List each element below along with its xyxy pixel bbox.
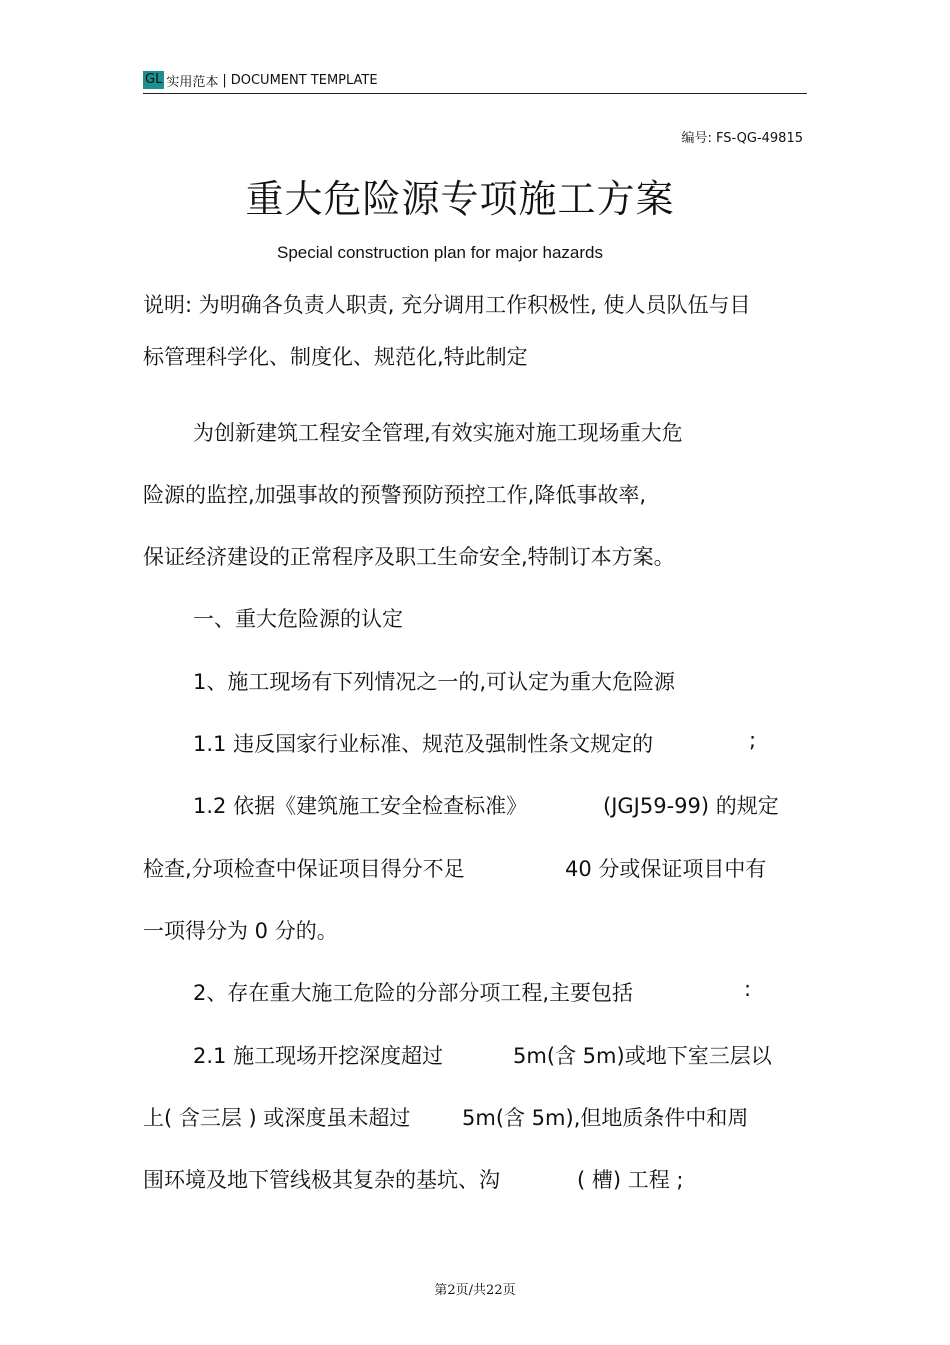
item-1-2-line-3: 一项得分为 0 分的。 xyxy=(143,919,338,943)
item-2-text: 2、存在重大施工危险的分部分项工程,主要包括 xyxy=(193,981,634,1005)
document-title: 重大危险源专项施工方案 xyxy=(245,177,675,221)
header-divider: | xyxy=(222,72,227,88)
item-1-2-line-2a: 检查,分项检查中保证项目得分不足 xyxy=(143,857,465,881)
item-2-colon: : xyxy=(744,977,752,1001)
page-header xyxy=(143,70,378,90)
note-line-1: 说明: 为明确各负责人职责, 充分调用工作积极性, 使人员队伍与目 xyxy=(143,293,751,317)
paragraph-1-line-1: 为创新建筑工程安全管理,有效实施对施工现场重大危 xyxy=(193,421,683,445)
item-1-2-ref: (JGJ59-99) 的规定 xyxy=(603,794,779,818)
item-2-1-depth: 5m(含 5m)或地下室三层以 xyxy=(513,1044,772,1068)
item-2-1-line-2a: 上( 含三层 ) 或深度虽未超过 xyxy=(143,1106,411,1130)
note-line-2: 标管理科学化、制度化、规范化,特此制定 xyxy=(143,345,528,369)
page-footer: 第2页/共22页 xyxy=(434,1283,516,1298)
header-rule xyxy=(143,93,807,94)
item-1-2-text: 1.2 依据《建筑施工安全检查标准》 xyxy=(193,794,528,818)
paragraph-1-line-3: 保证经济建设的正常程序及职工生命安全,特制订本方案。 xyxy=(143,545,675,569)
item-2-1-line-3b: ( 槽) 工程 ; xyxy=(577,1168,684,1192)
item-1-1-text: 1.1 违反国家行业标准、规范及强制性条文规定的 xyxy=(193,732,654,756)
item-2-1-text: 2.1 施工现场开挖深度超过 xyxy=(193,1044,444,1068)
document-subtitle: Special construction plan for major hazards xyxy=(277,243,603,262)
item-1-2-line-2b: 40 分或保证项目中有 xyxy=(565,857,767,881)
item-1: 1、施工现场有下列情况之一的,可认定为重大危险源 xyxy=(193,670,676,694)
item-1-1-end: ; xyxy=(749,728,757,752)
gl-logo-badge: GL xyxy=(145,72,163,87)
paragraph-1-line-2: 险源的监控,加强事故的预警预防预控工作,降低事故率, xyxy=(143,483,647,507)
header-template-text: DOCUMENT TEMPLATE xyxy=(230,72,378,88)
item-2-1-line-3a: 围环境及地下管线极其复杂的基坑、沟 xyxy=(143,1168,500,1192)
header-label: 实用范本 xyxy=(166,74,219,90)
document-number: 编号: FS-QG-49815 xyxy=(681,131,803,146)
item-2-1-line-2b: 5m(含 5m),但地质条件中和周 xyxy=(462,1106,749,1130)
section-heading-1: 一、重大危险源的认定 xyxy=(193,607,403,631)
